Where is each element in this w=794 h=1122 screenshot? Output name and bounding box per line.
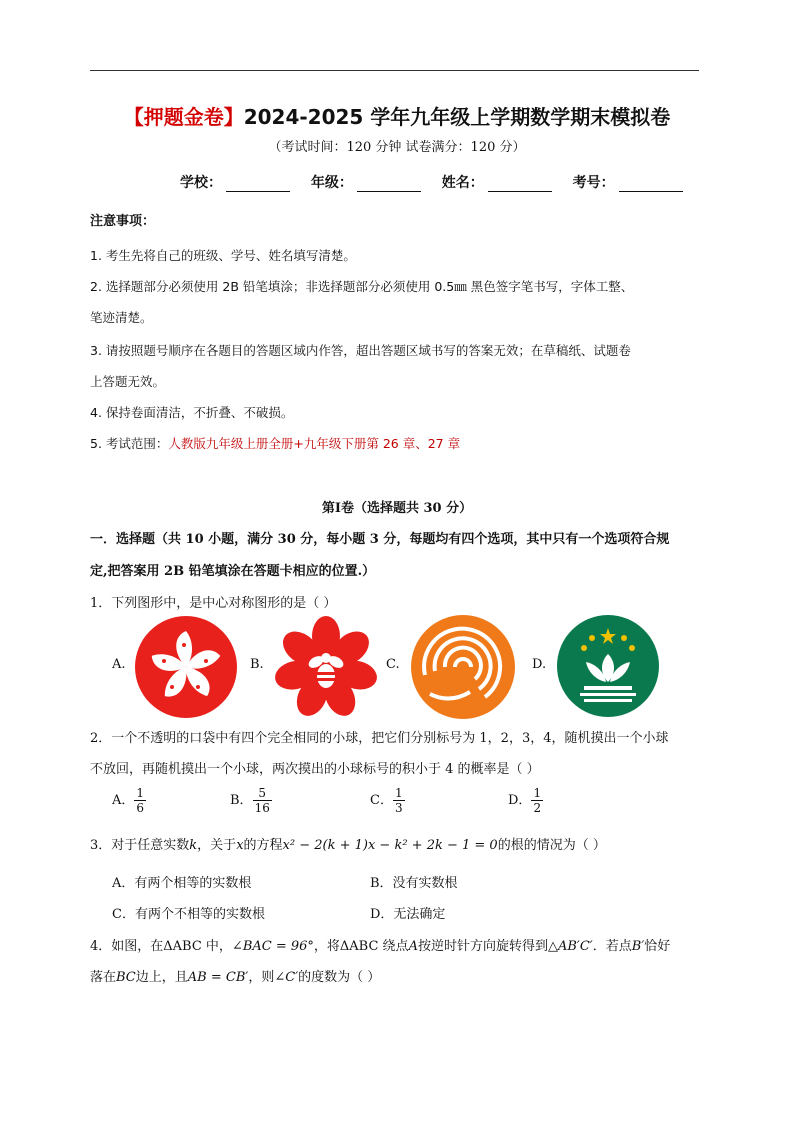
q4-point-a: A bbox=[408, 939, 418, 954]
notice-item-4: 4. 保持卷面清洁，不折叠、不破损。 bbox=[90, 405, 294, 420]
q2-option-b-den: 16 bbox=[254, 801, 270, 815]
q3-stem bbox=[90, 834, 606, 853]
q4-line1-b: ，将ΔABC 绕点 bbox=[313, 939, 409, 954]
q4-angle-bac: ∠BAC = 96° bbox=[231, 939, 314, 954]
q2-option-c bbox=[370, 786, 405, 815]
title-prefix: 【押题金卷】 bbox=[123, 105, 244, 129]
q2-option-d-label: D． bbox=[508, 793, 532, 808]
q2-option-a bbox=[112, 786, 146, 815]
q2-option-b bbox=[230, 786, 272, 815]
q1-option-d-lotus-emblem bbox=[556, 614, 660, 718]
q3-stem-a: 3．对于任意实数 bbox=[90, 838, 190, 853]
exam-subtitle: （考试时间：120 分钟 试卷满分：120 分） bbox=[268, 140, 526, 155]
q3-option-a: A．有两个相等的实数根 bbox=[112, 876, 252, 891]
q1-option-c-label: C. bbox=[386, 657, 400, 672]
q2-option-b-num: 5 bbox=[253, 786, 272, 801]
notice-item-3: 3. 请按照题号顺序在各题目的答题区域内作答，超出答题区域书写的答案无效；在草稿纸、试题卷 bbox=[90, 343, 631, 358]
q4-segment-bc: BC bbox=[116, 970, 136, 985]
title-main: 2024-2025 学年九年级上学期数学期末模拟卷 bbox=[243, 105, 671, 129]
q2-option-a-num: 1 bbox=[136, 786, 145, 800]
q2-option-c-den: 3 bbox=[394, 801, 403, 815]
q4-line1-a: 4．如图，在ΔABC 中， bbox=[90, 939, 232, 954]
q1-option-b-label: B. bbox=[250, 657, 264, 672]
q3-var-k: k bbox=[189, 838, 198, 853]
field-name-label: 姓名： bbox=[441, 175, 484, 191]
header-rule bbox=[90, 70, 699, 71]
q4-line2-d: 的度数为（ ） bbox=[298, 970, 381, 985]
field-school-label: 学校： bbox=[180, 175, 222, 191]
q2-stem-line1: 2．一个不透明的口袋中有四个完全相同的小球，把它们分别标号为 1，2，3，4，随机摸出一个小球 bbox=[90, 731, 669, 746]
section-title: 第Ⅰ卷（选择题共 30 分） bbox=[321, 501, 473, 516]
field-grade-blank[interactable] bbox=[357, 177, 421, 192]
section-instructions-2: 定,把答案用 2B 铅笔填涂在答题卡相应的位置.） bbox=[90, 564, 376, 579]
q4-stem-line1 bbox=[90, 935, 670, 954]
q4-line2-c: ，则 bbox=[248, 970, 275, 985]
notice-item-2: 2. 选择题部分必须使用 2B 铅笔填涂；非选择题部分必须使用 0.5㎜ 黑色签字笔书写，字体工整、 bbox=[90, 279, 634, 294]
q3-option-c: C．有两个不相等的实数根 bbox=[112, 907, 265, 922]
q3-equation: x² − 2(k + 1)x − k² + 2k − 1 = 0 bbox=[282, 838, 498, 853]
q2-option-d-fraction bbox=[531, 786, 543, 815]
q1-stem: 1．下列图形中，是中心对称图形的是（ ） bbox=[90, 596, 337, 611]
q1-option-a-bauhinia-emblem bbox=[134, 615, 238, 719]
q2-option-a-den: 6 bbox=[136, 801, 145, 815]
notice-item-2-cont: 笔迹清楚。 bbox=[90, 310, 153, 325]
notice-item-5 bbox=[90, 434, 460, 452]
q4-point-b2: B′ bbox=[631, 939, 645, 954]
q1-option-d-label: D. bbox=[532, 657, 547, 672]
q2-option-c-fraction bbox=[393, 786, 405, 815]
field-name-blank[interactable] bbox=[488, 177, 552, 192]
q2-option-c-label: C． bbox=[370, 793, 393, 808]
student-info-row bbox=[180, 172, 699, 192]
q4-line2-b: 边上，且 bbox=[135, 970, 188, 985]
q1-option-c-phoenix-emblem bbox=[410, 614, 516, 720]
field-id-blank[interactable] bbox=[619, 177, 683, 192]
notice-item-3-cont: 上答题无效。 bbox=[90, 374, 166, 389]
notice-item-5-prefix: 5. 考试范围： bbox=[90, 436, 169, 451]
field-grade-label: 年级： bbox=[310, 175, 353, 191]
q4-line1-c: 按逆时针方向旋转得到△ bbox=[417, 939, 558, 954]
q4-triangle-ab2c2: AB′C′ bbox=[557, 939, 593, 954]
exam-title bbox=[0, 101, 794, 130]
q2-option-b-fraction bbox=[253, 786, 272, 815]
q4-line1-e: 恰好 bbox=[644, 939, 671, 954]
q3-option-b: B．没有实数根 bbox=[370, 876, 458, 891]
q2-option-a-label: A． bbox=[112, 793, 135, 808]
q1-option-b-flower-emblem bbox=[272, 614, 380, 722]
q2-option-d bbox=[508, 786, 543, 815]
q3-stem-c: 的方程 bbox=[243, 838, 283, 853]
q4-equality: AB = CB′ bbox=[187, 970, 249, 985]
q2-option-b-label: B． bbox=[230, 793, 253, 808]
q3-stem-b: ，关于 bbox=[197, 838, 237, 853]
q4-line2-a: 落在 bbox=[90, 970, 117, 985]
q3-var-x: x bbox=[236, 838, 244, 853]
q2-stem-line2: 不放回，再随机摸出一个小球，两次摸出的小球标号的积小于 4 的概率是（ ） bbox=[90, 762, 540, 777]
q3-stem-d: 的根的情况为（ ） bbox=[497, 838, 606, 853]
q2-option-a-fraction bbox=[134, 786, 146, 815]
field-school-blank[interactable] bbox=[226, 177, 290, 192]
section-instructions-1: 一．选择题（共 10 小题，满分 30 分，每小题 3 分，每题均有四个选项，其中只有一个选项符合规 bbox=[90, 532, 670, 547]
notice-item-1: 1. 考生先将自己的班级、学号、姓名填写清楚。 bbox=[90, 248, 356, 263]
q2-option-d-den: 2 bbox=[533, 801, 542, 815]
q2-option-c-num: 1 bbox=[394, 786, 403, 800]
notice-item-5-scope: 人教版九年级上册全册+九年级下册第 26 章、27 章 bbox=[168, 436, 461, 451]
q4-angle-c2: ∠C′ bbox=[274, 970, 299, 985]
field-id-label: 考号： bbox=[572, 175, 615, 191]
q2-option-d-num: 1 bbox=[533, 786, 542, 800]
q3-option-d: D．无法确定 bbox=[370, 907, 446, 922]
q4-stem-line2 bbox=[90, 966, 380, 985]
q4-line1-d: ．若点 bbox=[592, 939, 632, 954]
notice-heading: 注意事项： bbox=[90, 214, 156, 229]
q1-option-a-label: A. bbox=[112, 657, 126, 672]
